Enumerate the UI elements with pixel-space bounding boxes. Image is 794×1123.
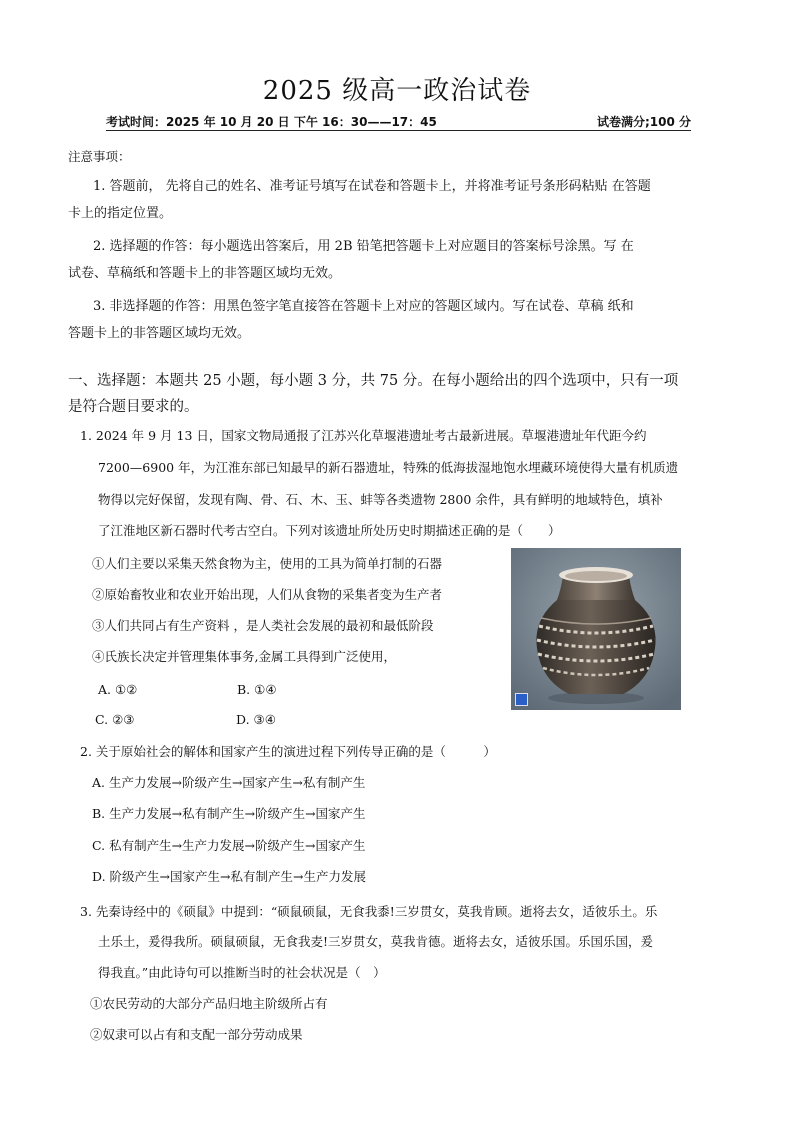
notes-heading: 注意事项： (68, 149, 131, 164)
note-1-line-2: 卡上的指定位置。 (68, 206, 173, 221)
q1-statement-1: ①人们主要以采集天然食物为主，使用的工具为简单打制的石器 (92, 556, 443, 571)
q1-statement-4: ④氏族长决定并管理集体事务,金属工具得到广泛使用， (92, 649, 396, 664)
q3-line-2: 土乐土，爰得我所。硕鼠硕鼠，无食我麦!三岁贯女，莫我肯德。逝将去女，适彼乐国。乐国乐国，爰 (98, 934, 654, 949)
note-3-line-2: 答题卡上的非答题区域均无效。 (68, 326, 251, 341)
q3-line-3: 得我直。”由此诗句可以推断当时的社会状况是（ ） (98, 965, 386, 980)
note-2-line-2: 试卷、草稿纸和答题卡上的非答题区域均无效。 (68, 266, 342, 281)
q1-option-b: B. ①④ (237, 682, 277, 697)
q1-statement-2: ②原始畜牧业和农业开始出现，人们从食物的采集者变为生产者 (92, 587, 443, 602)
q1-option-a: A. ①② (98, 682, 138, 697)
full-score: 试卷满分;100 分 (596, 115, 691, 129)
photo-watermark-badge (515, 693, 528, 706)
exam-title: 2025 级高一政治试卷 (262, 76, 532, 106)
q1-line-3: 物得以完好保留，发现有陶、骨、石、木、玉、蚌等各类遗物 2800 余件，具有鲜明的地域特色，填补 (98, 492, 663, 507)
q2-stem: 2. 关于原始社会的解体和国家产生的演进过程下列传导正确的是（ ） (80, 744, 496, 759)
q1-option-c: C. ②③ (95, 712, 135, 727)
q1-line-2: 7200—6900 年，为江淮东部已知最早的新石器遗址，特殊的低海拔湿地饱水埋藏环境使得大量有机质遗 (98, 460, 679, 475)
q2-option-a: A. 生产力发展→阶级产生→国家产生→私有制产生 (92, 775, 366, 790)
note-3-line-1: 3. 非选择题的作答：用黑色签字笔直接答在答题卡上对应的答题区域内。写在试卷、草稿 纸和 (93, 299, 634, 314)
q1-option-d: D. ③④ (236, 712, 276, 727)
q1-line-4: 了江淮地区新石器时代考古空白。下列对该遗址所处历史时期描述正确的是（ ） (98, 523, 561, 538)
q1-line-1: 1. 2024 年 9 月 13 日，国家文物局通报了江苏兴化草堰港遗址考古最新进展。草堰港遗址年代距今约 (80, 428, 647, 443)
section-1-line-2: 是符合题目要求的。 (68, 399, 199, 415)
q3-line-1: 3. 先秦诗经中的《硕鼠》中提到：“硕鼠硕鼠，无食我黍!三岁贯女，莫我肯顾。逝将去女，适彼乐土。乐 (80, 904, 658, 919)
exam-time: 考试时间：2025 年 10 月 20 日 下午 16：30——17：45 (106, 115, 437, 129)
q2-option-d: D. 阶级产生→国家产生→私有制产生→生产力发展 (92, 869, 366, 884)
section-1-line-1: 一、选择题：本题共 25 小题，每小题 3 分，共 75 分。在每小题给出的四个选项中，只有一项 (68, 373, 679, 389)
q2-option-c: C. 私有制产生→生产力发展→阶级产生→国家产生 (92, 838, 366, 853)
pottery-jar-image (511, 548, 681, 710)
q3-statement-2: ②奴隶可以占有和支配一部分劳动成果 (90, 1027, 303, 1042)
note-1-line-1: 1. 答题前， 先将自己的姓名、准考证号填写在试卷和答题卡上，并将准考证号条形码粘贴 在答题 (93, 179, 651, 194)
q3-statement-1: ①农民劳动的大部分产品归地主阶级所占有 (90, 996, 328, 1011)
q1-statement-3: ③人们共同占有生产资料 ，是人类社会发展的最初和最低阶段 (92, 618, 434, 633)
q2-option-b: B. 生产力发展→私有制产生→阶级产生→国家产生 (92, 806, 366, 821)
exam-info-line (106, 112, 691, 131)
note-2-line-1: 2. 选择题的作答：每小题选出答案后，用 2B 铅笔把答题卡上对应题目的答案标号涂黑。写 在 (93, 239, 634, 254)
